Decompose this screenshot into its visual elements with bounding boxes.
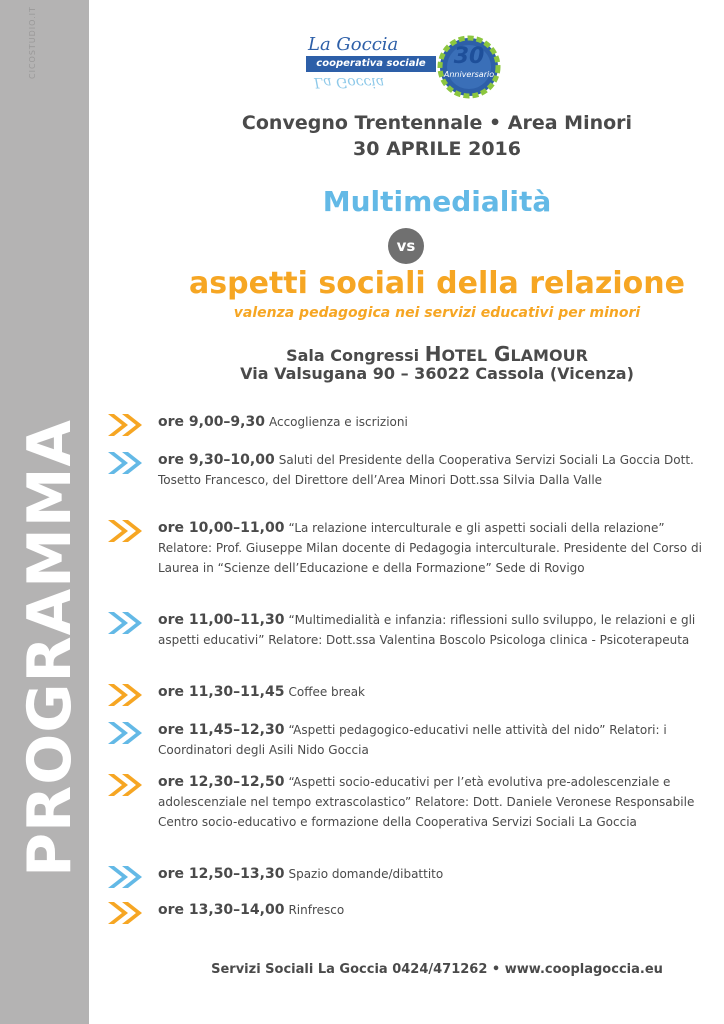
program-text	[158, 720, 706, 760]
event-date: 30 APRILE 2016	[353, 138, 521, 160]
program-time: ore 12,30–12,50	[158, 774, 285, 790]
program-time: ore 13,30–14,00	[158, 902, 285, 918]
headline-social-aspects: aspetti sociali della relazione	[189, 266, 685, 301]
sidebar-credit: CICOSTUDIO.IT	[28, 6, 37, 79]
subheadline: valenza pedagogica nei servizi educativi per minori	[233, 305, 641, 321]
program-description: Spazio domande/dibattito	[288, 867, 444, 881]
program-time: ore 11,30–11,45	[158, 684, 285, 700]
program-text	[158, 518, 706, 578]
program-time: ore 11,00–11,30	[158, 612, 285, 628]
venue-otel: OTEL	[441, 346, 488, 365]
program-text	[158, 450, 706, 490]
double-chevron-icon	[106, 610, 146, 636]
anniversary-badge	[436, 34, 502, 100]
program-text	[158, 412, 706, 432]
program-time: ore 12,50–13,30	[158, 866, 285, 882]
footer-contact: Servizi Sociali La Goccia 0424/471262 • www.cooplagoccia.eu	[211, 962, 663, 977]
program-description: “Aspetti socio-educativi per l’età evolutiva pre-adolescenziale e adolescenziale nel tempo extrascolastico” Relatore: Dott. Daniele Veronese Responsabile Centro socio-educativo e formazione della Cooperativa Servizi Sociali La Goccia	[158, 775, 695, 829]
double-chevron-icon	[106, 864, 146, 890]
logo-name: La Goccia	[308, 34, 399, 55]
program-description: “La relazione interculturale e gli aspetti sociali della relazione” Relatore: Prof. Giuseppe Milan docente di Pedagogia interculturale. Presidente del Corso di Laurea in “Scienze dell’Educazione e della Formazione” Sede di Rovigo	[158, 521, 702, 575]
venue-address: Via Valsugana 90 – 36022 Cassola (Vicenza)	[240, 364, 634, 383]
logo-tagline: cooperativa sociale	[306, 56, 436, 72]
program-time: ore 10,00–11,00	[158, 520, 285, 536]
venue-g: G	[487, 342, 511, 366]
program-text	[158, 610, 706, 650]
venue-name	[150, 342, 724, 366]
double-chevron-icon	[106, 772, 146, 798]
double-chevron-icon	[106, 412, 146, 438]
logo-reflection: La Goccia	[314, 74, 385, 90]
sidebar-title-text: PROGRAMMA	[15, 419, 85, 877]
venue-h: H	[424, 342, 442, 366]
program-text	[158, 900, 706, 920]
double-chevron-icon	[106, 682, 146, 708]
program-time: ore 9,00–9,30	[158, 414, 265, 430]
venue-lamour: LAMOUR	[510, 346, 588, 365]
program-description: “Aspetti pedagogico-educativi nelle attività del nido” Relatori: i Coordinatori degli Asili Nido Goccia	[158, 723, 667, 757]
program-description: “Multimedialità e infanzia: riflessioni sullo sviluppo, le relazioni e gli aspetti educativi” Relatore: Dott.ssa Valentina Boscolo Psicologa clinica - Psicoterapeuta	[158, 613, 696, 647]
program-description: Saluti del Presidente della Cooperativa Servizi Sociali La Goccia Dott. Tosetto Francesco, del Direttore dell’Area Minori Dott.ssa Silvia Dalla Valle	[158, 453, 694, 487]
program-time: ore 9,30–10,00	[158, 452, 275, 468]
double-chevron-icon	[106, 518, 146, 544]
sidebar	[0, 0, 89, 1024]
program-text	[158, 682, 706, 702]
double-chevron-icon	[106, 450, 146, 476]
vs-badge: vs	[388, 228, 424, 264]
program-time: ore 11,45–12,30	[158, 722, 285, 738]
headline-multimedia: Multimedialità	[322, 185, 552, 218]
double-chevron-icon	[106, 900, 146, 926]
program-text	[158, 772, 706, 832]
program-description: Accoglienza e iscrizioni	[268, 415, 408, 429]
program-description: Coffee break	[288, 685, 366, 699]
event-title: Convegno Trentennale • Area Minori	[241, 112, 633, 134]
badge-text: Anniversario	[443, 70, 495, 79]
double-chevron-icon	[106, 720, 146, 746]
badge-number: 30	[453, 44, 485, 69]
program-description: Rinfresco	[288, 903, 345, 917]
program-text	[158, 864, 706, 884]
sidebar-title	[16, 398, 84, 898]
venue-prefix: Sala Congressi	[286, 346, 425, 365]
logo	[300, 30, 530, 100]
